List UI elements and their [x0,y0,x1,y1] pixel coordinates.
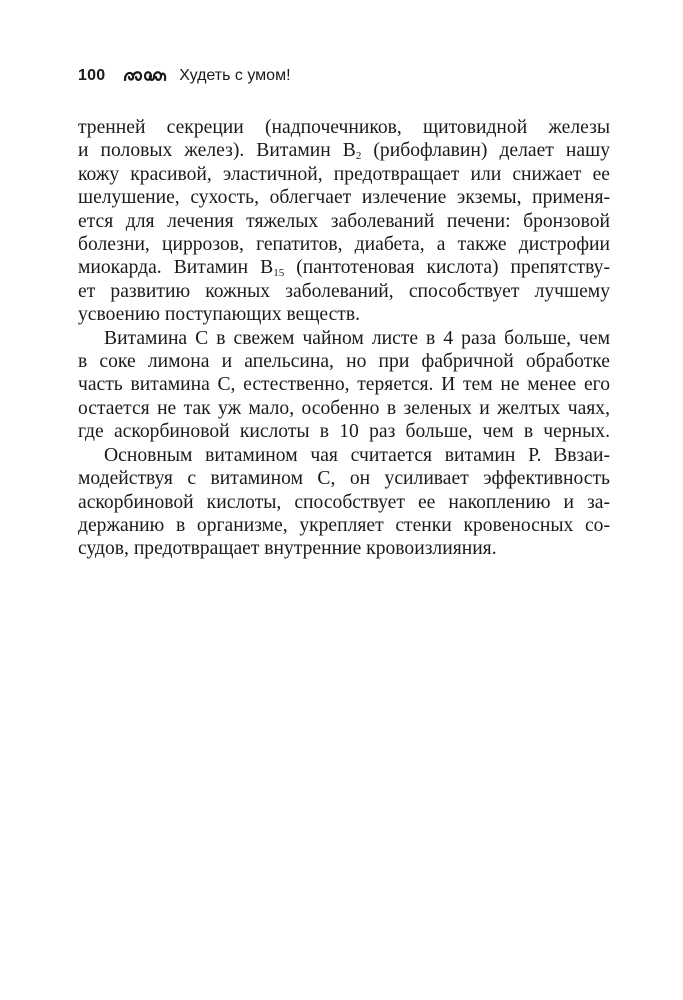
page-number: 100 [78,67,106,84]
text-line: тренней секреции (надпочечников, щитовидной железы [78,117,610,138]
text-line: ет развитию кожных заболеваний, способствует лучшему [78,280,610,302]
text-fragment: (пантотеновая кислота) препятству- [284,257,610,279]
text-line: где аскорбиновой кислоты в 10 раз больше, чем в черных. [78,421,610,443]
text-line: усвоению поступающих веществ. [78,304,361,326]
subscript: 15 [273,267,285,280]
paragraph-3 [78,444,610,561]
text-line [78,256,610,279]
text-line: аскорбиновой кислоты, способствует ее накоплению и за- [78,491,610,513]
text-fragment: и половых желез). Витамин В [78,140,356,162]
text-line: Витамина С в свежем чайном листе в 4 раза больше, чем [104,327,610,349]
subscript: 2 [355,150,362,163]
text-line: часть витамина С, естественно, теряется. И тем не менее его [78,374,610,396]
ornament-icon [123,68,167,84]
text-fragment: (рибофлавин) делает нашу [361,140,610,162]
text-line: судов, предотвращает внутренние кровоизлияния. [78,538,497,560]
text-fragment: миокарда. Витамин В [78,257,274,279]
text-line: ется для лечения тяжелых заболеваний печени: бронзовой [78,210,610,232]
paragraph-1 [78,116,610,327]
paragraph-2 [78,327,610,444]
page-header [78,64,291,88]
text-line: Основным витамином чая считается витамин Р. Ввзаи- [104,444,610,466]
text-line: болезни, циррозов, гепатитов, диабета, а также дистрофии [78,234,610,256]
text-line [78,139,610,162]
text-line: остается не так уж мало, особенно в зеленых и желтых чаях, [78,397,610,419]
text-line: модействуя с витамином С, он усиливает эффективность [78,468,610,490]
text-line: держанию в организме, укрепляет стенки кровеносных со- [78,514,610,536]
running-title: Худеть с умом! [179,67,291,84]
text-line: шелушение, сухость, облегчает излечение экземы, применя- [78,187,610,209]
text-body [78,116,610,561]
text-line: в соке лимона и апельсина, но при фабричной обработке [78,351,610,373]
text-line: кожу красивой, эластичной, предотвращает или снижает ее [78,163,610,185]
